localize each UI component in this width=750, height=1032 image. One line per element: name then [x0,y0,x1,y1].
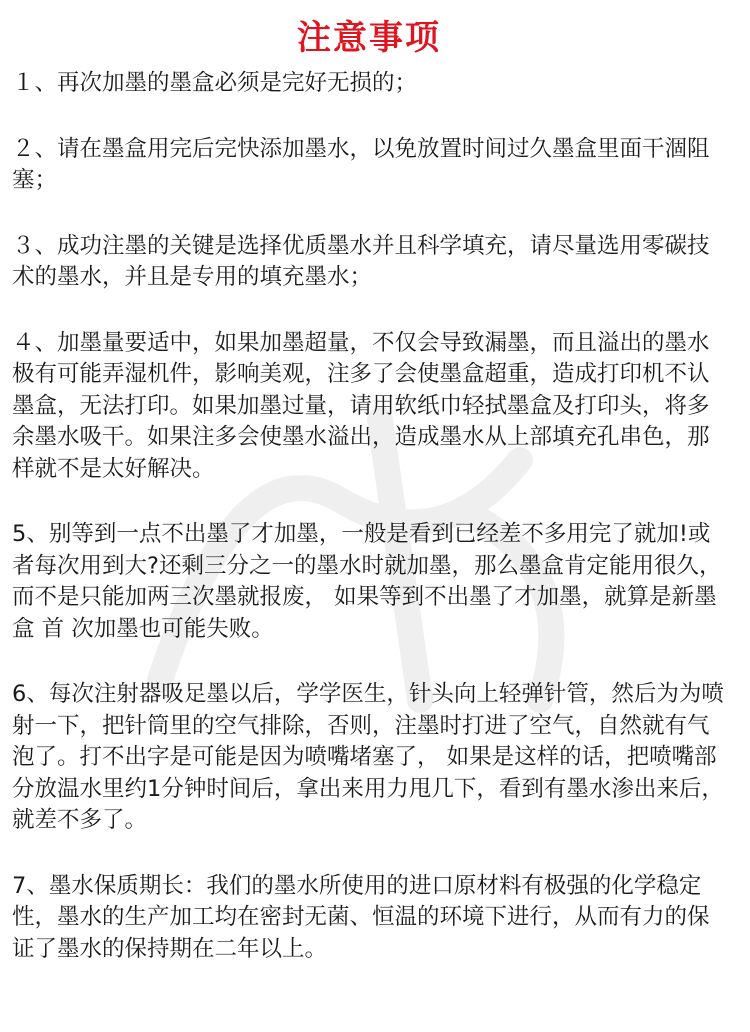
notice-item-7: 7、墨水保质期长：我们的墨水所使用的进口原材料有极强的化学稳定性，墨水的生产加工均在密封无菌、恒温的环境下进行，从而有力的保证了墨水的保持期在二年以上。 [12,872,710,962]
notice-item-1: １、再次加墨的墨盒必须是完好无损的； [12,70,418,96]
page-title: 注意事项 [297,18,441,58]
notice-item-3: ３、成功注墨的关键是选择优质墨水并且科学填充，请尽量选用零碳技术的墨水，并且是专用的填充墨水； [12,232,710,290]
notice-list [12,68,726,965]
notice-item-4: ４、加墨量要适中，如果加墨超量，不仅会导致漏墨，而且溢出的墨水极有可能弄湿机件，影响美观，注多了会使墨盒超重，造成打印机不认墨盒，无法打印。如果加墨过量，请用软纸巾轻拭墨盒及打印头，将多余墨水吸干。如果注多会使墨水溢出，造成墨水从上部填充孔串色，那样就不是太好解决。 [12,329,710,482]
notice-item-5: 5、别等到一点不出墨了才加墨，一般是看到已经差不多用完了就加!或者每次用到大?还剩三分之一的墨水时就加墨，那么墨盒肯定能用很久，而不是只能加两三次墨就报废， 如果等到不出墨了才加墨，就算是新墨盒 首 次加墨也可能失败。 [12,521,722,642]
notice-item-2: ２、请在墨盒用完后完快添加墨水，以免放置时间过久墨盒里面干涸阻塞； [12,135,710,193]
notice-item-6: 6、每次注射器吸足墨以后，学学医生，针头向上轻弹针管，然后为为喷射一下，把针筒里的空气排除，否则，注墨时打进了空气，自然就有气泡了。打不出字是可能是因为喷嘴堵塞了， 如果是这样的话，把喷嘴部分放温水里约1分钟时间后，拿出来用力甩几下，看到有墨水渗出来后，就差不多了。 [12,681,724,833]
